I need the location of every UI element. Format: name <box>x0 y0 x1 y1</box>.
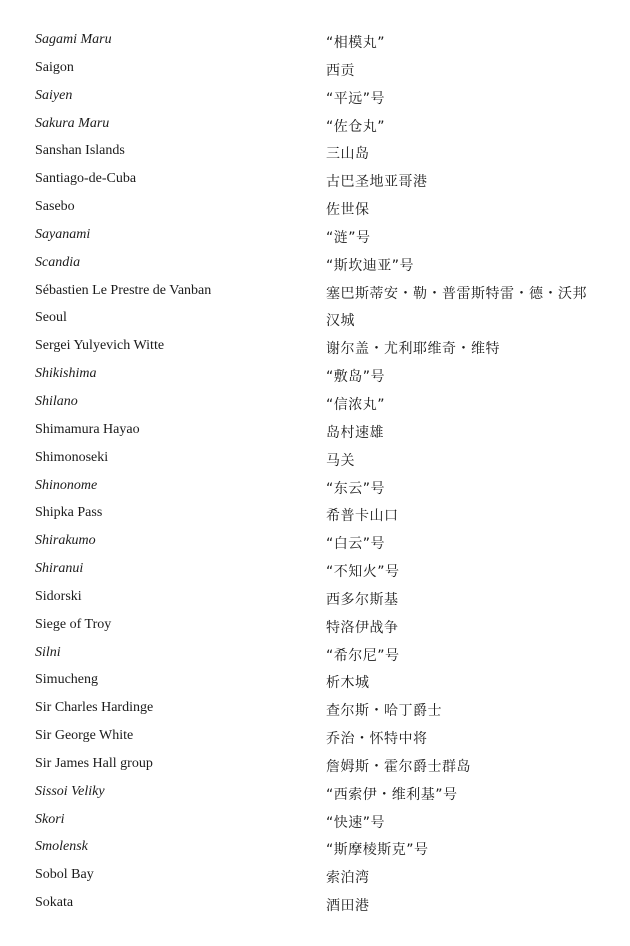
chinese-translation: 汉城 <box>326 313 355 330</box>
glossary-entry <box>0 529 630 557</box>
glossary-entry <box>0 668 630 696</box>
glossary-entry <box>0 557 630 585</box>
glossary-entry <box>0 835 630 863</box>
chinese-translation: “东云”号 <box>326 480 386 497</box>
english-term: Sir George White <box>35 728 134 744</box>
english-term: Sokata <box>35 895 74 911</box>
english-term: Sasebo <box>35 199 75 215</box>
english-term: Siege of Troy <box>35 616 112 632</box>
chinese-translation: 析木城 <box>326 675 370 692</box>
chinese-translation: 马关 <box>326 452 355 469</box>
english-term: Shimamura Hayao <box>35 421 140 437</box>
glossary-entry <box>0 780 630 808</box>
glossary-entry <box>0 585 630 613</box>
chinese-translation: “佐仓丸” <box>326 118 386 135</box>
chinese-translation: “白云”号 <box>326 536 386 553</box>
chinese-translation: “敷岛”号 <box>326 369 386 386</box>
glossary-entry <box>0 808 630 836</box>
chinese-translation: 古巴圣地亚哥港 <box>326 174 428 191</box>
chinese-translation: 塞巴斯蒂安・勒・普雷斯特雷・德・沃邦 <box>326 285 587 302</box>
english-term: Silni <box>35 644 61 660</box>
chinese-translation: “斯摩棱斯克”号 <box>326 842 429 859</box>
english-term: Sidorski <box>35 588 82 604</box>
chinese-translation: 西多尔斯基 <box>326 591 399 608</box>
english-term: Sayanami <box>35 226 91 242</box>
glossary-entry <box>0 334 630 362</box>
english-term: Shiranui <box>35 561 84 577</box>
english-term: Sissoi Veliky <box>35 783 105 799</box>
english-term: Sakura Maru <box>35 115 110 131</box>
glossary-entry <box>0 390 630 418</box>
glossary-entry <box>0 752 630 780</box>
chinese-translation: “相模丸” <box>326 35 386 51</box>
glossary-entry <box>0 613 630 641</box>
english-term: Shipka Pass <box>35 505 103 521</box>
glossary-entry <box>0 696 630 724</box>
english-term: Scandia <box>35 254 81 270</box>
glossary-entry <box>0 56 630 84</box>
chinese-translation: 查尔斯・哈丁爵士 <box>326 703 442 720</box>
chinese-translation: 特洛伊战争 <box>326 619 399 636</box>
glossary-entry <box>0 891 630 919</box>
chinese-translation: “斯坎迪亚”号 <box>326 257 415 274</box>
glossary-entry <box>0 223 630 251</box>
english-term: Shirakumo <box>35 533 96 549</box>
chinese-translation: “信浓丸” <box>326 396 386 413</box>
glossary-entry <box>0 28 630 56</box>
chinese-translation: “涟”号 <box>326 229 371 246</box>
glossary-entry <box>0 863 630 891</box>
glossary-entry <box>0 84 630 112</box>
chinese-translation: 佐世保 <box>326 202 370 219</box>
english-term: Sergei Yulyevich Witte <box>35 338 165 354</box>
english-term: Sébastien Le Prestre de Vanban <box>35 282 212 298</box>
glossary-entry <box>0 139 630 167</box>
chinese-translation: 索泊湾 <box>326 870 370 887</box>
english-term: Sir James Hall group <box>35 755 153 771</box>
chinese-translation: “快速”号 <box>326 814 386 831</box>
english-term: Simucheng <box>35 672 98 688</box>
english-term: Shinonome <box>35 477 98 493</box>
english-term: Saigon <box>35 59 74 75</box>
english-term: Shilano <box>35 393 78 409</box>
english-term: Shikishima <box>35 366 97 382</box>
glossary-entry <box>0 446 630 474</box>
glossary-entry <box>0 474 630 502</box>
english-term: Seoul <box>35 310 67 326</box>
english-term: Sanshan Islands <box>35 143 125 159</box>
chinese-translation: 希普卡山口 <box>326 508 399 525</box>
chinese-translation: “平远”号 <box>326 90 386 107</box>
glossary-entry <box>0 362 630 390</box>
chinese-translation: “不知火”号 <box>326 564 400 581</box>
english-term: Sir Charles Hardinge <box>35 700 154 716</box>
glossary-entry <box>0 251 630 279</box>
chinese-translation: 西贡 <box>326 62 355 79</box>
glossary-entry <box>0 724 630 752</box>
glossary-entry <box>0 195 630 223</box>
english-term: Smolensk <box>35 839 88 855</box>
glossary-entry <box>0 306 630 334</box>
glossary-entry <box>0 279 630 307</box>
chinese-translation: 谢尔盖・尤利耶维奇・维特 <box>326 341 500 358</box>
glossary-entry <box>0 641 630 669</box>
chinese-translation: 酒田港 <box>326 898 370 915</box>
glossary-entry <box>0 418 630 446</box>
english-term: Shimonoseki <box>35 449 109 465</box>
english-term: Santiago-de-Cuba <box>35 171 137 187</box>
glossary-entry <box>0 112 630 140</box>
english-term: Sagami Maru <box>35 32 112 47</box>
glossary-entry <box>0 167 630 195</box>
english-term: Saiyen <box>35 87 73 103</box>
english-term: Sobol Bay <box>35 867 94 883</box>
chinese-translation: 岛村速雄 <box>326 424 384 441</box>
english-term: Skori <box>35 811 65 827</box>
chinese-translation: 乔治・怀特中将 <box>326 731 428 748</box>
glossary-list <box>0 28 630 919</box>
chinese-translation: “希尔尼”号 <box>326 647 400 664</box>
glossary-entry <box>0 501 630 529</box>
chinese-translation: “西索伊・维利基”号 <box>326 786 458 803</box>
chinese-translation: 詹姆斯・霍尔爵士群岛 <box>326 758 471 775</box>
chinese-translation: 三山岛 <box>326 146 370 163</box>
